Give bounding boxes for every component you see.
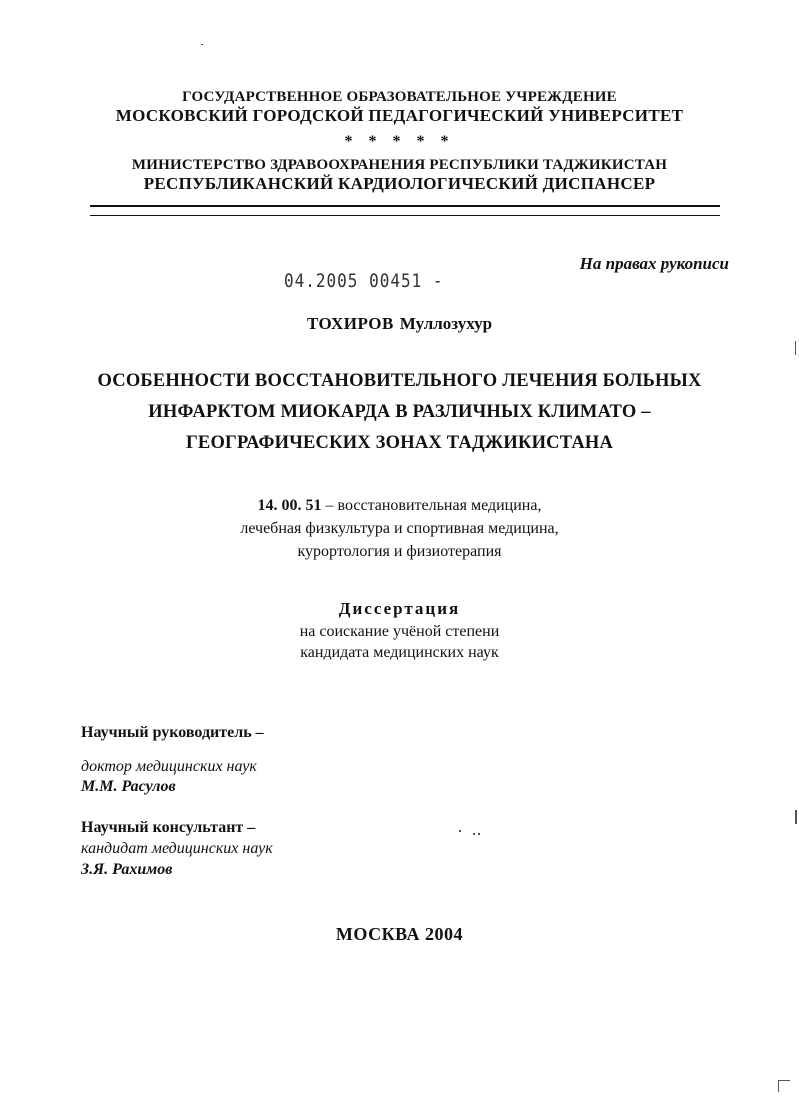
dissertation-heading: Диссертация (338, 599, 461, 618)
dissertation-degree-block (0, 621, 799, 663)
header-rule-thin (90, 215, 720, 216)
author-name (0, 314, 799, 334)
supervisor-degree: доктор медицинских наук (81, 758, 257, 775)
scan-edge-mark (795, 341, 796, 355)
consultant-label: Научный консультант – (81, 819, 256, 836)
dissertation-line-2: кандидата медицинских наук (300, 644, 499, 661)
specialty-block (0, 494, 799, 563)
title-line-1: ОСОБЕННОСТИ ВОССТАНОВИТЕЛЬНОГО ЛЕЧЕНИЯ БОЛЬНЫХ (97, 371, 702, 391)
author-given-name: Муллозухур (399, 314, 493, 333)
specialty-line-1 (0, 494, 799, 517)
specialty-line-3: курортология и физиотерапия (297, 543, 502, 560)
supervisor-name: М.М. Расулов (81, 778, 176, 795)
consultant-degree: кандидат медицинских наук (81, 840, 273, 857)
scan-speck (459, 830, 461, 832)
scan-speck (473, 833, 475, 835)
dissertation-title (0, 366, 799, 459)
manuscript-rights-note: На правах рукописи (579, 254, 729, 273)
consultant-name: З.Я. Рахимов (81, 861, 173, 878)
separator-stars: * * * * * (344, 133, 455, 150)
specialty-line-1-rest: – восстановительная медицина, (321, 497, 542, 514)
institution-line-1: ГОСУДАРСТВЕННОЕ ОБРАЗОВАТЕЛЬНОЕ УЧРЕЖДЕНИЕ (182, 89, 617, 105)
scan-edge-mark (795, 810, 797, 824)
scan-speck (478, 833, 480, 835)
header-rule-thick (90, 205, 720, 207)
supervisor-label: Научный руководитель – (81, 724, 264, 741)
author-surname: ТОХИРОВ (306, 314, 394, 333)
city-year: МОСКВА 2004 (335, 924, 464, 944)
ministry-line-1: МИНИСТЕРСТВО ЗДРАВООХРАНЕНИЯ РЕСПУБЛИКИ ТАДЖИКИСТАН (131, 157, 668, 173)
scan-corner-mark (778, 1080, 790, 1081)
specialty-code: 14. 00. 51 (257, 497, 322, 514)
dissertation-line-1: на соискание учёной степени (299, 623, 500, 640)
institution-line-2: МОСКОВСКИЙ ГОРОДСКОЙ ПЕДАГОГИЧЕСКИЙ УНИВЕРСИТЕТ (115, 106, 684, 125)
scan-corner-mark (778, 1080, 779, 1092)
scan-speck (201, 44, 203, 45)
title-line-2: ИНФАРКТОМ МИОКАРДА В РАЗЛИЧНЫХ КЛИМАТО – (148, 402, 651, 422)
ministry-line-2: РЕСПУБЛИКАНСКИЙ КАРДИОЛОГИЧЕСКИЙ ДИСПАНСЕР (143, 174, 656, 193)
title-line-3: ГЕОГРАФИЧЕСКИХ ЗОНАХ ТАДЖИКИСТАНА (185, 433, 614, 453)
registration-stamp-number: 04.2005 00451 - (284, 269, 444, 292)
specialty-line-2: лечебная физкультура и спортивная медицина, (240, 520, 559, 537)
